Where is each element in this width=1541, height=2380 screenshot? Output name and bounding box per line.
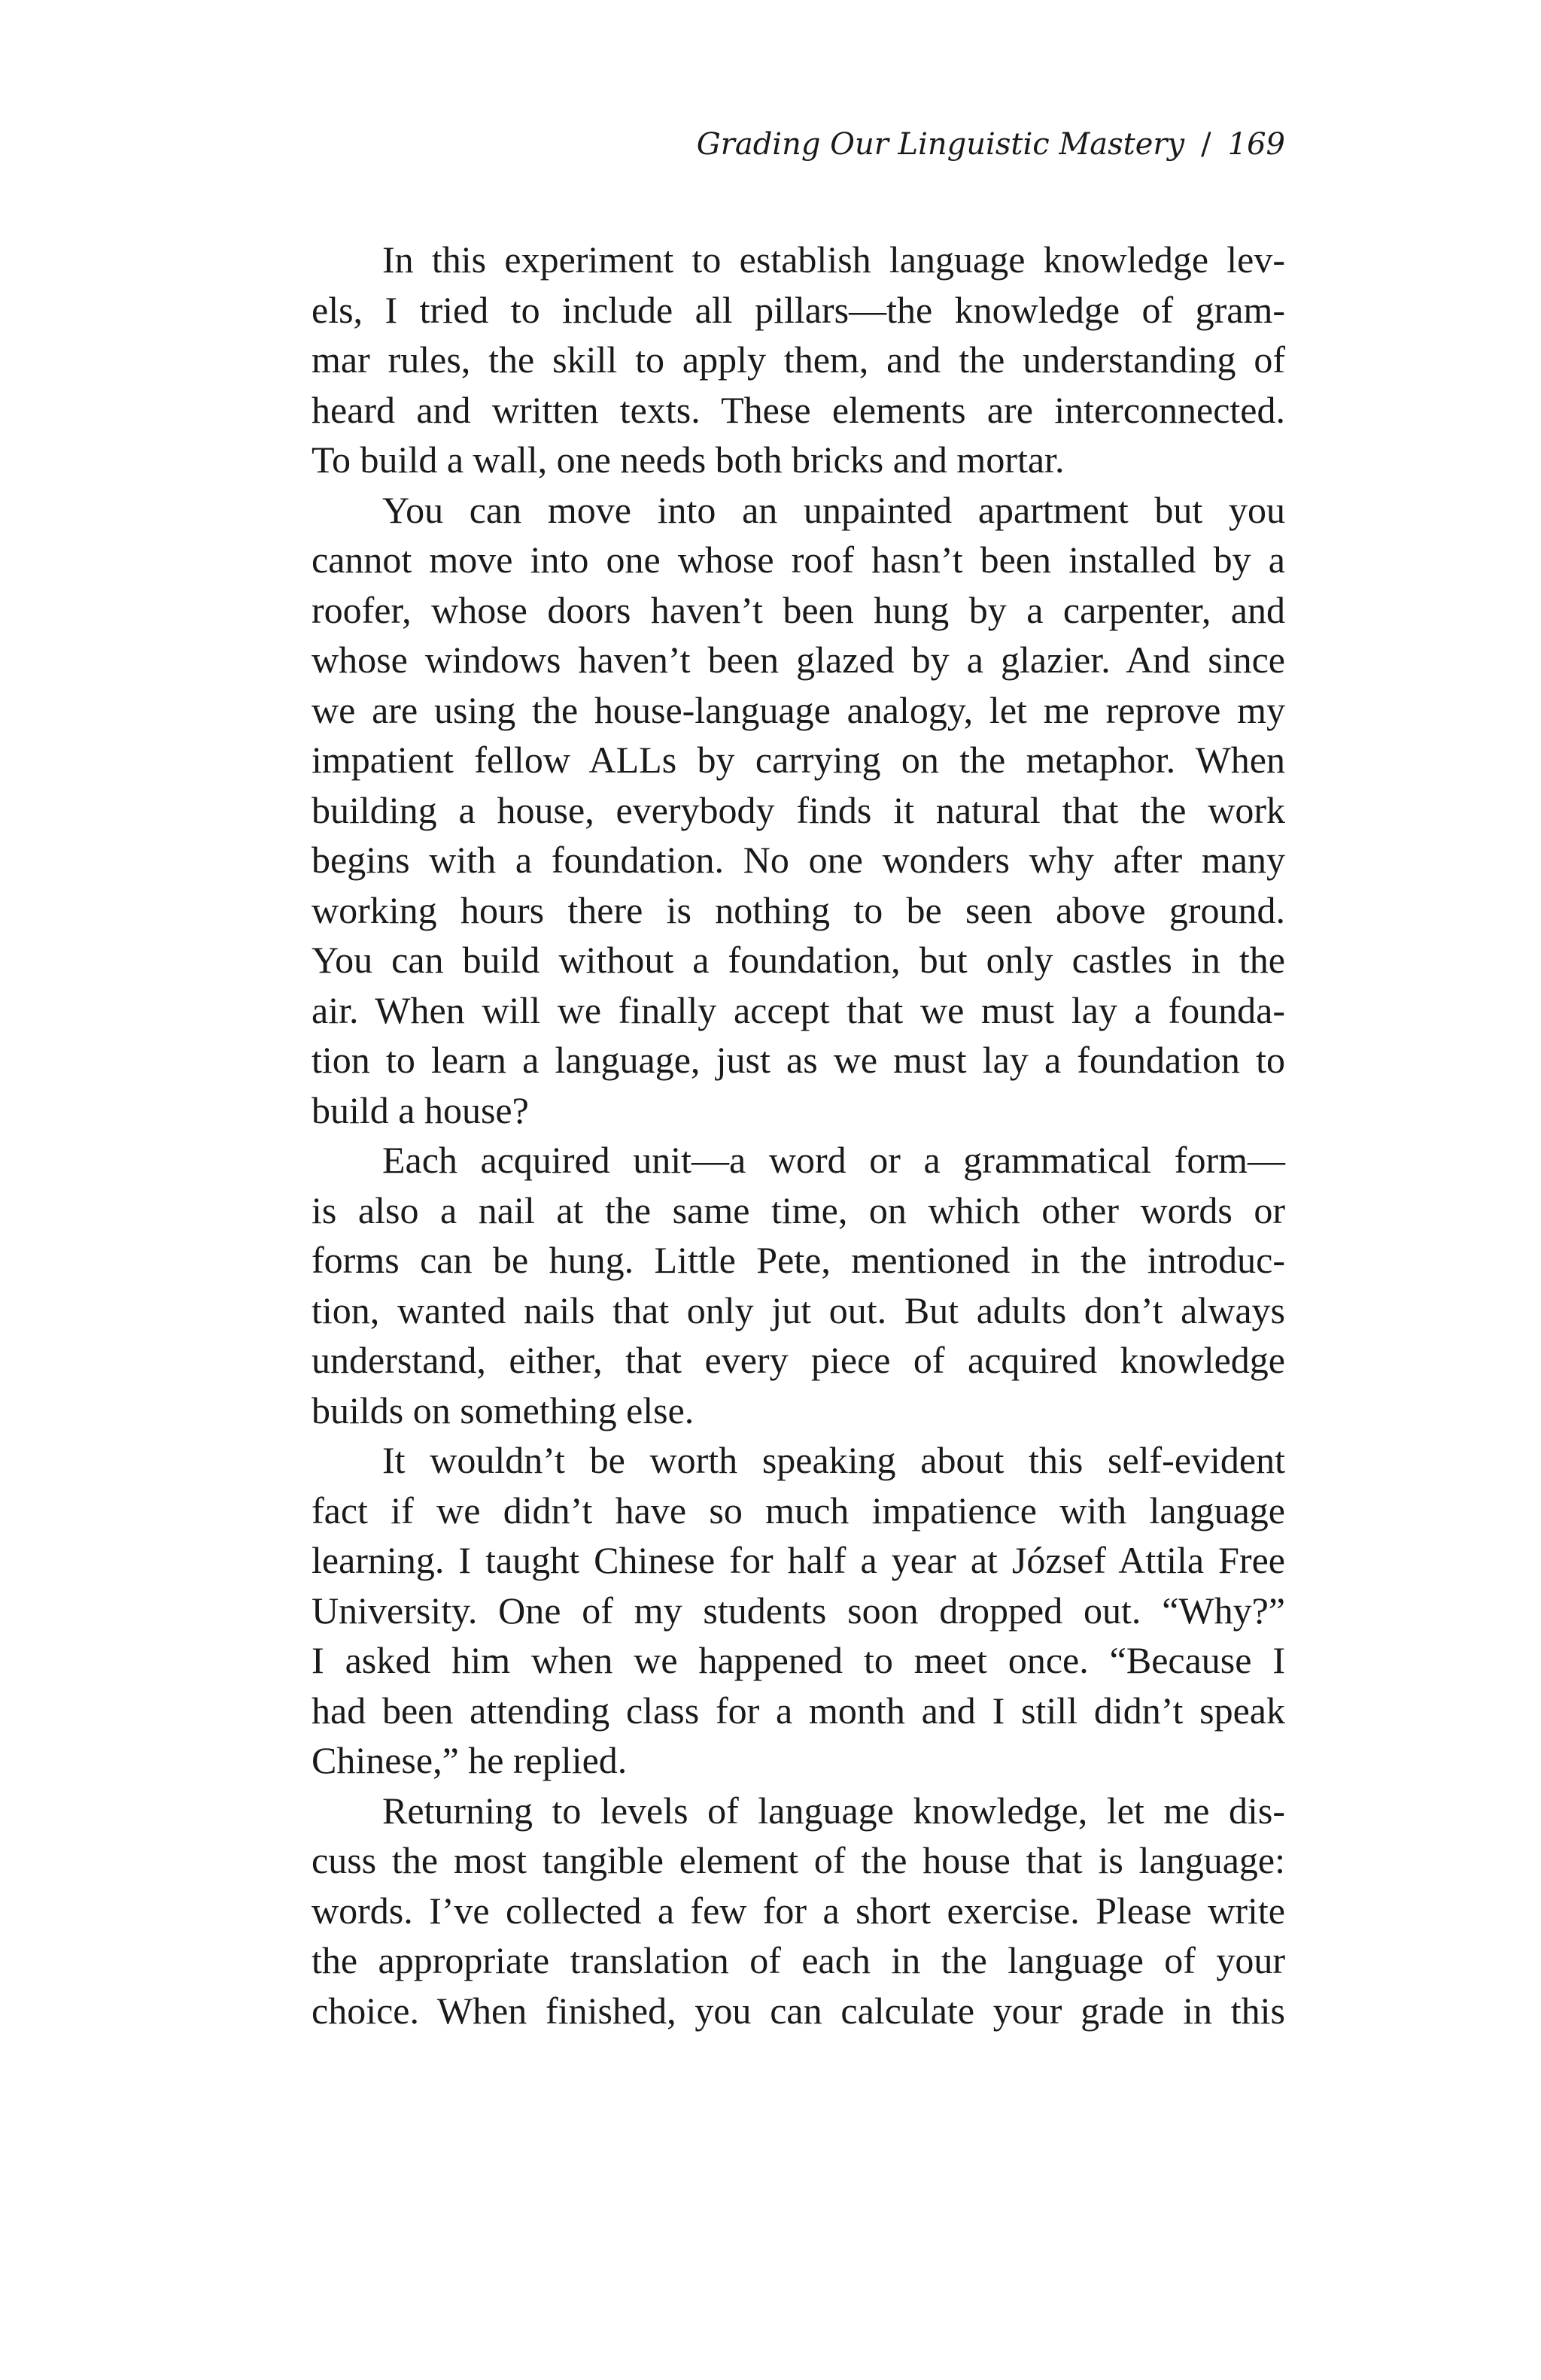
text-line: learning. I taught Chinese for half a year at József Attila Free	[312, 1539, 1285, 1581]
running-title: Grading Our Linguistic Mastery	[696, 127, 1185, 162]
text-line: choice. When finished, you can calculate your grade in this	[312, 1989, 1285, 2032]
text-line: the appropriate translation of each in the language of your	[312, 1939, 1285, 1981]
text-line: tion, wanted nails that only jut out. But adults don’t always	[312, 1289, 1285, 1331]
text-line: mar rules, the skill to apply them, and the understanding of	[312, 338, 1285, 381]
text-line: building a house, everybody finds it natural that the work	[312, 788, 1285, 831]
text-line: Chinese,” he replied.	[312, 1739, 628, 1781]
text-line: begins with a foundation. No one wonders why after many	[312, 839, 1285, 881]
text-line: Each acquired unit—a word or a grammatical form—	[382, 1139, 1285, 1181]
paragraph	[312, 235, 1285, 485]
text-line: roofer, whose doors haven’t been hung by a carpenter, and	[312, 588, 1285, 631]
text-line: build a house?	[312, 1088, 529, 1131]
text-line: impatient fellow ALLs by carrying on the metaphor. When	[312, 739, 1285, 781]
text-line: It wouldn’t be worth speaking about this self-evident	[382, 1439, 1285, 1481]
page-number: 169	[1227, 127, 1285, 162]
text-line: cannot move into one whose roof hasn’t been installed by a	[312, 539, 1285, 581]
text-line: cuss the most tangible element of the house that is language:	[312, 1839, 1285, 1881]
paragraph	[312, 1135, 1285, 1435]
text-line: words. I’ve collected a few for a short exercise. Please write	[312, 1889, 1285, 1932]
text-line: You can move into an unpainted apartment but you	[382, 488, 1285, 531]
paragraph	[312, 1435, 1285, 1786]
text-line: To build a wall, one needs both bricks and mortar.	[312, 439, 1065, 481]
text-line: is also a nail at the same time, on which other words or	[312, 1188, 1285, 1231]
text-line: tion to learn a language, just as we must lay a foundation to	[312, 1039, 1285, 1081]
text-line: whose windows haven’t been glazed by a glazier. And since	[312, 639, 1285, 681]
text-line: air. When will we finally accept that we must lay a founda-	[312, 988, 1285, 1031]
text-line: In this experiment to establish language knowledge lev-	[382, 238, 1285, 281]
header-separator: /	[1201, 127, 1211, 162]
text-line: we are using the house-language analogy, let me reprove my	[312, 688, 1285, 731]
text-line: University. One of my students soon dropped out. “Why?”	[312, 1589, 1285, 1632]
text-line: had been attending class for a month and I still didn’t speak	[312, 1689, 1285, 1732]
text-line: fact if we didn’t have so much impatience with language	[312, 1489, 1285, 1532]
text-line: understand, either, that every piece of acquired knowledge	[312, 1339, 1285, 1381]
text-line: els, I tried to include all pillars—the knowledge of gram-	[312, 288, 1285, 331]
running-head	[696, 127, 1285, 162]
body-text	[312, 235, 1285, 2035]
text-line: Returning to levels of language knowledge, let me dis-	[382, 1789, 1285, 1832]
text-line: forms can be hung. Little Pete, mentioned in the introduc-	[312, 1239, 1285, 1281]
text-line: I asked him when we happened to meet once. “Because I	[312, 1639, 1285, 1681]
text-line: working hours there is nothing to be seen above ground.	[312, 888, 1285, 931]
text-line: builds on something else.	[312, 1389, 695, 1431]
paragraph	[312, 485, 1285, 1136]
paragraph	[312, 1786, 1285, 2036]
text-line: heard and written texts. These elements are interconnected.	[312, 388, 1285, 431]
text-line: You can build without a foundation, but only castles in the	[312, 939, 1285, 981]
